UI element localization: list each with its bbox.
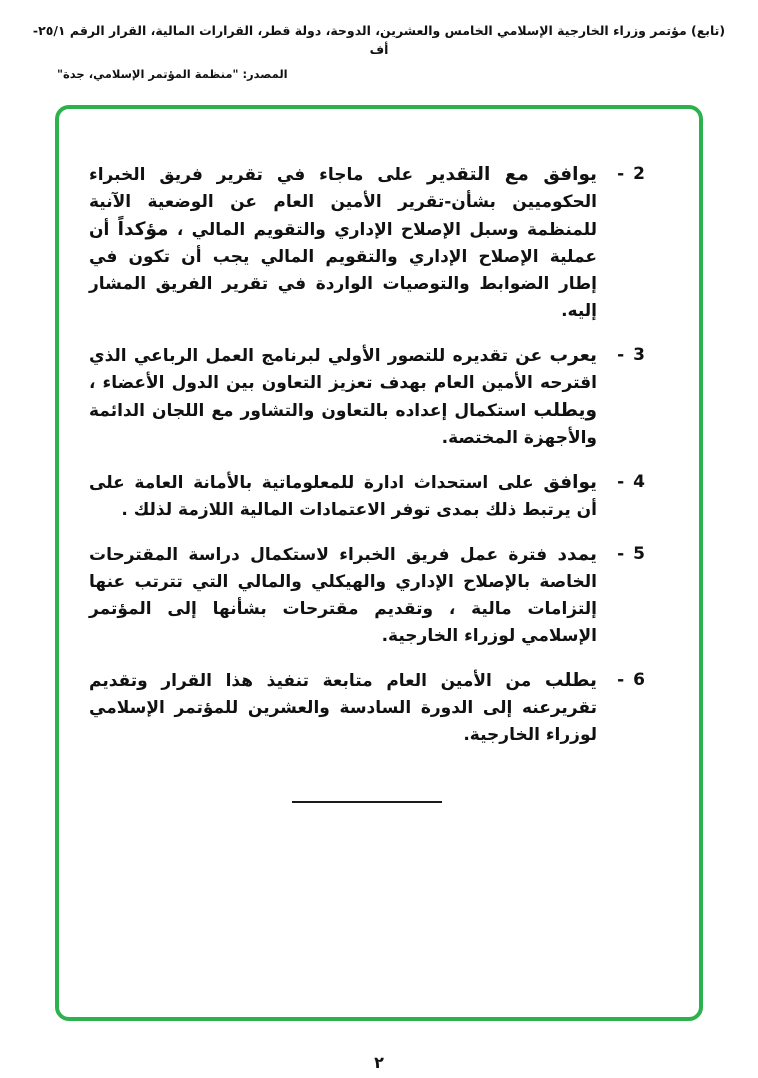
clause-lead: يوافق [543,471,597,493]
clause-item-3 [89,342,645,452]
clause-body: استكمال إعداده بالتعاون والتشاور مع اللجان الدائمة والأجهزة المختصة. [89,400,597,448]
header-citation: (تابع) مؤتمر وزراء الخارجية الإسلامي الخامس والعشرين، الدوحة، دولة قطر، القرارات المالية، القرار الرقم ٢٥/١-أف [32,23,726,57]
clause-emphasis: مؤكداً [117,218,169,240]
clause-text [89,469,597,524]
clause-text [89,541,597,650]
clause-text [89,342,597,452]
clause-item-5 [89,541,645,650]
clause-lead: يطلب [544,669,597,691]
clause-lead: يعرب [549,344,597,366]
clause-text [89,667,597,749]
clause-lead: يمدد [557,543,597,565]
clause-number [597,667,645,749]
clause-number [597,161,645,325]
clause-number-digit: 3 [633,344,645,365]
document-header [0,0,758,81]
header-source: المصدر: "منظمة المؤتمر الإسلامي، جدة" [57,66,288,81]
page-number: ٢ [374,1052,384,1072]
clause-number [597,469,645,524]
clause-item-2 [89,161,645,325]
clause-body: فترة عمل فريق الخبراء لاستكمال دراسة المقترحات الخاصة بالإصلاح الإداري والهيكلي والمالي التي تترتب عنها إلتزامات مالية ، وتقديم مقترحات بشأنها إلى المؤتمر الإسلامي لوزراء الخارجية. [89,544,597,646]
clause-body: من الأمين العام متابعة تنفيذ هذا القرار وتقديم تقريرعنه إلى الدورة السادسة والعشرين للمؤتمر الإسلامي لوزراء الخارجية. [89,670,597,745]
clause-body: على ماجاء في تقرير فريق الخبراء الحكوميين بشأن-تقرير الأمين العام عن الوضعية الآنية للمنظمة وسبل الإصلاح الإداري والتقويم المالي ، [89,164,597,240]
clause-item-6 [89,667,645,749]
clause-lead: يوافق مع التقدير [427,163,597,185]
clause-number-digit: 2 [633,163,645,184]
clause-body: عن تقديره للتصور الأولي لبرنامج العمل الرباعي الذي اقترحه الأمين العام بهدف تعزيز التعاون بين الدول الأعضاء ، [89,345,597,393]
end-separator-line [292,801,442,803]
clause-body: على استحداث ادارة للمعلوماتية بالأمانة العامة على أن يرتبط ذلك بمدى توفر الاعتمادات المالية اللازمة لذلك . [89,472,597,520]
content-frame [55,105,703,1021]
clause-item-4 [89,469,645,524]
clause-number-dash: - [617,471,625,492]
clause-emphasis: ويطلب [533,399,597,421]
clause-number-dash: - [617,163,625,184]
clause-number-dash: - [617,669,625,690]
clause-text [89,161,597,325]
document-footer [0,1053,758,1072]
clause-number-digit: 6 [633,669,645,690]
clause-number [597,342,645,452]
clause-number-dash: - [617,344,625,365]
clause-body: أن عملية الإصلاح الإداري والتقويم المالي يجب أن تكون في إطار الضوابط والتوصيات الواردة في تقرير الفريق المشار إليه. [89,219,597,321]
clause-number-dash: - [617,543,625,564]
clause-number-digit: 5 [633,543,645,564]
clause-number-digit: 4 [633,471,645,492]
clause-number [597,541,645,650]
